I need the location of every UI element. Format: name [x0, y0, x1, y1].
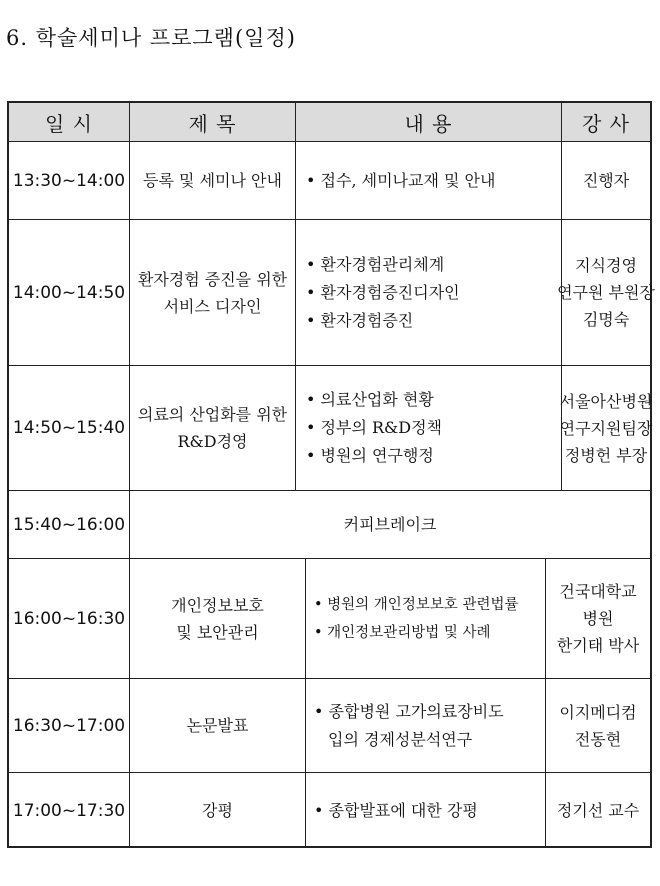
table-row — [9, 141, 650, 219]
table-row — [9, 678, 650, 772]
time-cell: 16:00~16:30 — [12, 608, 126, 629]
page-title: 6. 학술세미나 프로그램(일정) — [6, 26, 296, 50]
header-subject: 제 목 — [129, 103, 295, 141]
break-cell: 커피브레이크 — [129, 491, 650, 558]
subject-cell — [129, 366, 295, 490]
speaker-line: 연구지원팀장 — [559, 418, 653, 438]
time-cell: 16:30~17:00 — [12, 715, 126, 736]
contents-cell — [305, 773, 545, 848]
subject-line: 의료의 산업화를 위한 — [137, 405, 288, 424]
subject-cell: 강평 — [129, 773, 305, 848]
subject-line: 개인정보보호 — [171, 595, 264, 615]
table-header-row — [9, 103, 650, 141]
content-item: • 종합발표에 대한 강평 — [314, 797, 478, 825]
time-cell: 14:50~15:40 — [12, 418, 126, 438]
content-item: • 병원의 개인정보보호 관련법률 — [314, 591, 518, 619]
subject-cell: 등록 및 세미나 안내 — [129, 142, 295, 219]
speaker-line: 이지메디컴 — [559, 702, 637, 722]
contents-cell — [295, 142, 561, 219]
speaker-line: 전동현 — [574, 729, 622, 749]
speaker-line: 서울아산병원 — [559, 391, 653, 411]
schedule-table — [7, 101, 655, 848]
subject-cell — [129, 220, 295, 365]
content-item: • 정부의 R&D정책 — [306, 414, 442, 442]
subject-line: R&D경영 — [177, 432, 248, 451]
content-item-continued: 입의 경제성분석연구 — [328, 729, 473, 749]
header-contents: 내 용 — [295, 103, 561, 141]
table-row — [9, 219, 655, 365]
table-row — [9, 365, 653, 490]
speaker-cell — [545, 559, 650, 678]
content-item: • 환자경험증진디자인 — [306, 279, 460, 307]
speaker-cell: 정기선 교수 — [545, 773, 650, 848]
content-item: • 환자경험증진 — [306, 307, 413, 335]
header-time: 일 시 — [45, 111, 93, 136]
speaker-line: 건국대학교 — [559, 582, 637, 601]
contents-cell — [295, 220, 561, 365]
speaker-cell — [557, 220, 655, 365]
subject-cell: 논문발표 — [129, 679, 305, 772]
table-row — [9, 490, 650, 558]
contents-cell — [305, 559, 545, 678]
time-cell: 14:00~14:50 — [12, 282, 126, 303]
speaker-line: 정병헌 부장 — [564, 445, 648, 465]
contents-cell — [295, 366, 561, 490]
speaker-line: 병원 — [582, 609, 614, 628]
table-row — [9, 558, 650, 678]
content-item: • 종합병원 고가의료장비도 — [314, 698, 504, 726]
speaker-line: 김명숙 — [582, 310, 630, 329]
time-cell: 17:00~17:30 — [12, 800, 126, 821]
speaker-line: 한기태 박사 — [556, 636, 640, 655]
content-item: • 개인정보관리방법 및 사례 — [314, 619, 490, 647]
speaker-cell: 진행자 — [561, 142, 650, 219]
contents-cell — [305, 679, 545, 772]
content-item: • 접수, 세미나교재 및 안내 — [306, 167, 495, 195]
subject-line: 및 보안관리 — [176, 622, 259, 642]
header-speaker: 강 사 — [561, 103, 650, 141]
speaker-cell — [545, 679, 650, 772]
table-row — [9, 772, 650, 848]
content-item: • 병원의 연구행정 — [306, 442, 434, 470]
speaker-line: 지식경영 — [575, 256, 637, 275]
time-cell: 15:40~16:00 — [12, 514, 126, 535]
speaker-cell — [559, 366, 653, 490]
time-cell: 13:30~14:00 — [12, 170, 126, 191]
content-item: • 환자경험관리체계 — [306, 251, 444, 279]
content-item: • 의료산업화 현황 — [306, 386, 434, 414]
subject-line: 환자경험 증진을 위한 — [137, 269, 288, 289]
subject-line: 서비스 디자인 — [163, 296, 262, 316]
subject-cell — [129, 559, 305, 678]
speaker-line: 연구원 부원장 — [557, 283, 655, 302]
